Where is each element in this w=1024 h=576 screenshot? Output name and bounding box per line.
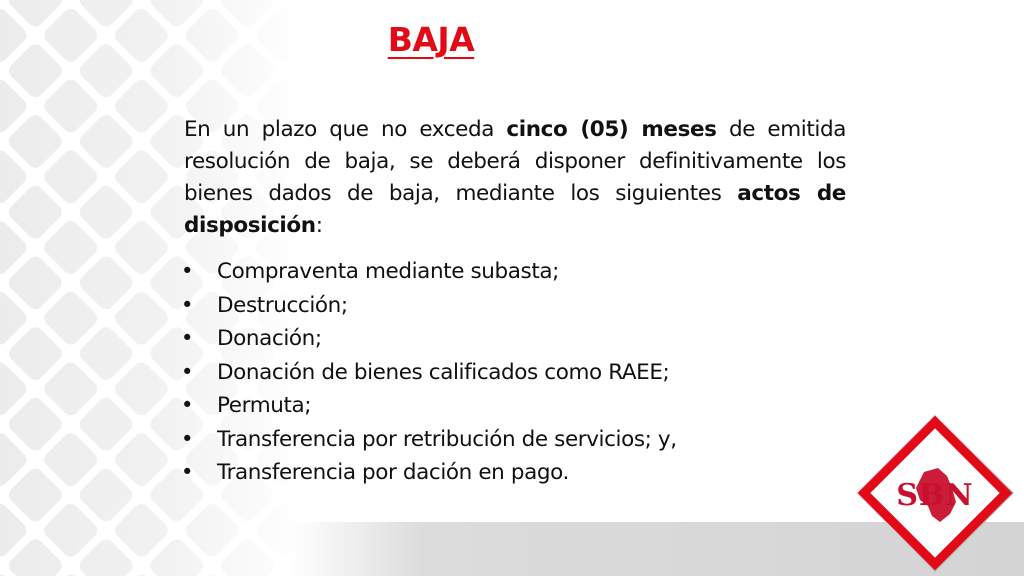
list-item-label: Compraventa mediante subasta;	[217, 259, 559, 284]
bullet-icon: •	[180, 292, 194, 318]
bullet-icon: •	[180, 393, 194, 418]
sbn-logo	[852, 410, 1018, 576]
intro-text: de emitida resolución de baja, se deberá disponer definitivamente los bienes dados de baja, mediante los siguientes	[184, 117, 846, 206]
bullet-icon: •	[180, 460, 194, 485]
intro-bold-text: actos de disposición	[184, 181, 846, 238]
list-item	[180, 389, 840, 423]
slide-title	[0, 18, 862, 62]
list-item	[180, 456, 840, 490]
bullet-icon: •	[180, 326, 194, 351]
slide-title-text: BAJA	[387, 20, 475, 59]
list-item	[180, 322, 840, 356]
bullet-icon: •	[180, 359, 194, 385]
list-item-label: Destrucción;	[217, 292, 348, 318]
intro-bold-text: cinco (05) meses	[506, 117, 717, 142]
intro-text: En un plazo que no exceda	[184, 117, 507, 142]
list-item-label: Transferencia por dación en pago.	[217, 460, 569, 485]
list-item-label: Permuta;	[217, 393, 312, 418]
intro-text: :	[315, 213, 323, 238]
list-item-label: Transferencia por retribución de servicios; y,	[217, 426, 677, 452]
bullet-icon: •	[180, 259, 194, 284]
logo-text: SBN	[896, 478, 974, 513]
bullet-icon: •	[180, 426, 194, 452]
list-item-label: Donación;	[217, 326, 322, 351]
list-item	[180, 356, 840, 390]
intro-paragraph	[184, 114, 846, 242]
disposition-acts-list	[180, 255, 840, 490]
list-item	[180, 423, 840, 457]
list-item-label: Donación de bienes calificados como RAEE;	[217, 359, 670, 385]
list-item	[180, 255, 840, 289]
list-item	[180, 289, 840, 323]
